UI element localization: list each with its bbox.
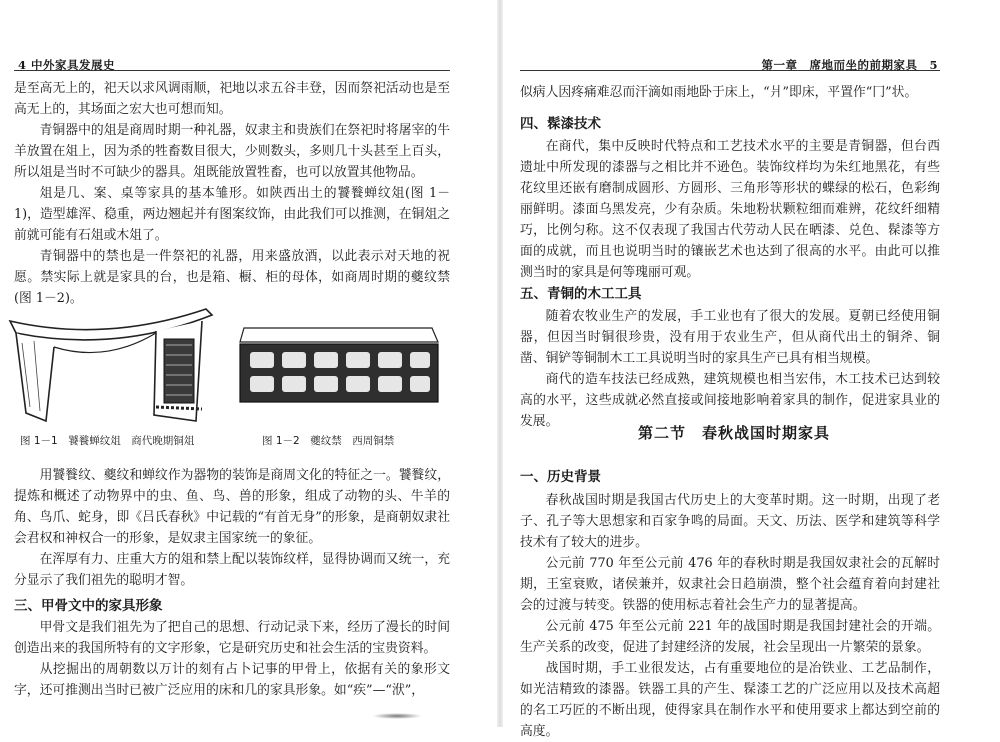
heading-lacquer-technique: 四、髹漆技术 — [520, 116, 601, 132]
bronze-zu-illustration — [6, 303, 220, 425]
left-header-rule — [14, 70, 450, 71]
figure-1-1-caption: 图 1－1 饕餮蝉纹俎 商代晚期铜俎 — [20, 435, 195, 447]
paragraph: 青铜器中的禁也是一件祭祀的礼器，用来盛放酒，以此表示对天地的祝愿。禁实际上就是家具的台，也是箱、橱、柜的母体，如商周时期的夔纹禁(图 1－2)。 — [14, 249, 450, 306]
left-page — [0, 0, 500, 727]
paragraph: 是至高无上的，祀天以求风调雨顺，祀地以求五谷丰登，因而祭祀活动也是至高无上的，其场面之宏大也可想而知。 — [14, 81, 450, 117]
paragraph: 随着农牧业生产的发展，手工业也有了很大的发展。夏朝已经使用铜器，但因当时铜很珍贵，没有用于农业生产，但从商代出土的铜斧、铜凿、铜铲等铜制木工工具说明当时的家具生产已具有相当规模。 — [520, 309, 940, 366]
paragraph: 在商代，集中反映时代特点和工艺技术水平的主要是青铜器，但台西遗址中所发现的漆器与之相比并不逊色。装饰纹样均为朱红地黑花，有些花纹里还嵌有磨制成圆形、方圆形、三角形等形状的蝶绿的松石，色彩绚丽鲜明。漆面乌黑发亮，少有杂质。朱地粉状颗粒细而难辨，花纹纤细精巧，比例匀称。这不仅表现了我国古代劳动人民在晒漆、兑色、髹漆等方面的成就，而且也说明当时的镶嵌艺术也达到了很高的水平。由此可以推测当时的家具是何等瑰丽可观。 — [520, 139, 940, 280]
paragraph: 俎是几、案、桌等家具的基本雏形。如陕西出土的饕餮蝉纹俎(图 1－1)，造型雄浑、稳重，两边翘起并有图案纹饰，由此我们可以推测，在铜俎之前就可能有石俎或木俎了。 — [14, 186, 450, 243]
right-text-block-6 — [520, 490, 940, 742]
paragraph: 公元前 475 年至公元前 221 年的战国时期是我国封建社会的开端。生产关系的改变，促进了封建经济的发展，社会呈现出一片繁荣的景象。 — [520, 619, 940, 655]
paragraph: 从挖掘出的周朝数以万计的刻有占卜记事的甲骨上，依据有关的象形文字，还可推测出当时已被广泛应用的床和几的家具形象。如“疾”—“洑”， — [14, 662, 450, 698]
right-text-block-4 — [520, 136, 940, 283]
heading-oracle-bone-furniture: 三、甲骨文中的家具形象 — [14, 598, 163, 614]
paragraph: 商代的造车技法已经成熟，建筑规模也相当宏伟，木工技术已达到较高的水平，这些成就必然直接或间接地影响着家具的制作，促进家具业的发展。 — [520, 372, 940, 429]
right-page-header: 第一章 席地而坐的前期家具 5 — [761, 58, 938, 72]
left-text-block-1 — [14, 78, 450, 309]
section-title-spring-autumn: 第二节 春秋战国时期家具 — [638, 424, 831, 442]
right-text-block-1 — [520, 82, 940, 103]
paragraph: 青铜器中的俎是商周时期一种礼器，奴隶主和贵族们在祭祀时将屠宰的牛羊放置在俎上，因为杀的牲畜数目很大，少则数头，多则几十头甚至上百头，所以俎是当时不可缺少的器具。俎既能放置牲畜，也可以放置其他物品。 — [14, 123, 450, 180]
right-page — [500, 0, 1000, 739]
left-text-block-2 — [14, 465, 450, 591]
paragraph: 甲骨文是我们祖先为了把自己的思想、行动记录下来，经历了漫长的时间创造出来的我国所特有的文字形象，它是研究历史和社会生活的宝贵资料。 — [14, 620, 450, 656]
scan-smudge — [372, 713, 422, 719]
bronze-jin-illustration — [232, 320, 442, 410]
left-text-block-3 — [14, 617, 450, 701]
paragraph: 似病人因疼痛难忍而汗滴如雨地卧于床上，“爿”即床，平置作“冂”状。 — [520, 85, 918, 100]
heading-historical-background: 一、历史背景 — [520, 469, 601, 485]
right-text-block-5 — [520, 306, 940, 432]
right-header-rule — [520, 70, 940, 71]
left-page-header: 4 中外家具发展史 — [18, 58, 116, 72]
paragraph: 公元前 770 年至公元前 476 年的春秋时期是我国奴隶社会的瓦解时期，王室衰败，诸侯兼并，奴隶社会日趋崩溃，整个社会蕴育着向封建社会的过渡与转变。铁器的使用标志着社会生产力的显著提高。 — [520, 556, 940, 613]
heading-bronze-tools: 五、青铜的木工工具 — [520, 286, 642, 302]
paragraph: 春秋战国时期是我国古代历史上的大变革时期。这一时期，出现了老子、孔子等大思想家和百家争鸣的局面。天文、历法、医学和建筑等科学技术有了较大的进步。 — [520, 493, 940, 550]
figure-1-2-caption: 图 1－2 夔纹禁 西周铜禁 — [262, 435, 395, 447]
paragraph: 在浑厚有力、庄重大方的俎和禁上配以装饰纹样，显得协调而又统一，充分显示了我们祖先的聪明才智。 — [14, 552, 450, 588]
paragraph: 用饕餮纹、夔纹和蝉纹作为器物的装饰是商周文化的特征之一。饕餮纹，提炼和概述了动物界中的虫、鱼、鸟、兽的形象，组成了动物的头、牛羊的角、鸟爪、蛇身，即《吕氏春秋》中记载的“有首无身”的形象，是商朝奴隶社会君权和神权合一的形象，是奴隶主国家统一的象征。 — [14, 468, 450, 546]
paragraph: 战国时期，手工业很发达，占有重要地位的是冶铁业、工艺品制作，如光洁精致的漆器。铁器工具的产生、髹漆工艺的广泛应用以及技术高超的名工巧匠的不断出现，使得家具在制作水平和使用要求上都达到空前的高度。 — [520, 661, 940, 739]
